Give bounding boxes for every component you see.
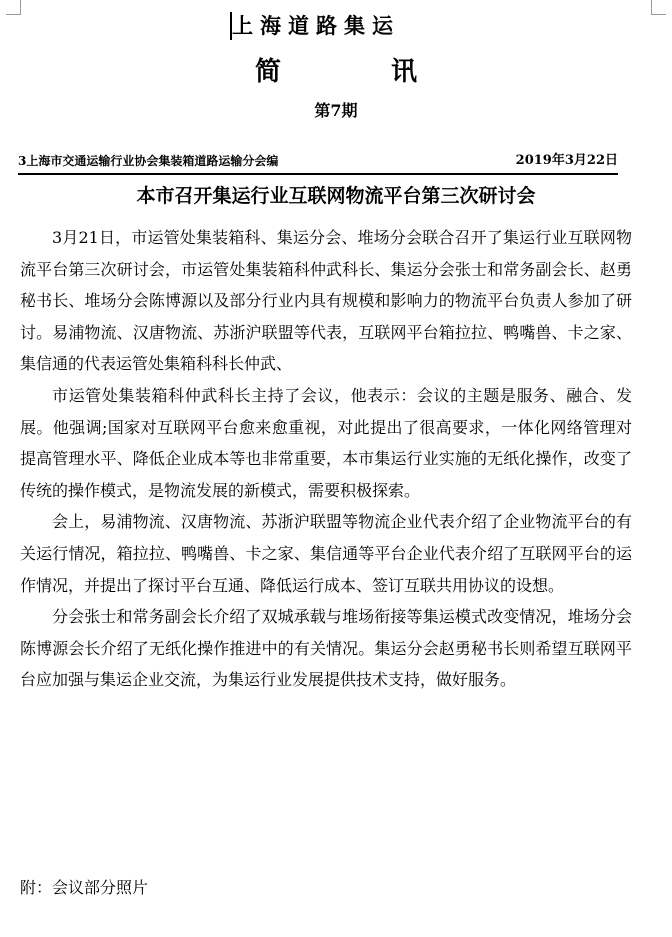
publication-date[interactable]: 2019年3月22日 bbox=[515, 153, 618, 168]
attachment-note[interactable]: 附：会议部分照片 bbox=[20, 878, 149, 897]
article-paragraph[interactable]: 分会张士和常务副会长介绍了双城承载与堆场衔接等集运模式改变情况，堆场分会陈博源会长介绍了无纸化操作推进中的有关情况。集运分会赵勇秘书长则希望互联网平台应加强与集运企业交流，为集运行业发展提供技术支持，做好服务。 bbox=[20, 607, 632, 690]
publication-name-left[interactable]: 简 bbox=[254, 57, 281, 87]
publisher-line[interactable]: 3上海市交通运输行业协会集装箱道路运输分会编 bbox=[18, 154, 279, 168]
masthead-organization[interactable]: 上海道路集运 bbox=[232, 13, 400, 38]
article-headline[interactable]: 本市召开集运行业互联网物流平台第三次研讨会 bbox=[136, 185, 536, 207]
page-corner-mark-right bbox=[651, 0, 666, 15]
header-divider bbox=[18, 173, 618, 175]
article-paragraph[interactable]: 会上，易浦物流、汉唐物流、苏浙沪联盟等物流企业代表介绍了企业物流平台的有关运行情况，箱拉拉、鸭嘴兽、卡之家、集信通等平台企业代表介绍了互联网平台的运作情况，并提出了探讨平台互通、降低运行成本、签订互联共用协议的设想。 bbox=[20, 512, 632, 595]
publication-meta bbox=[18, 151, 618, 173]
page-corner-mark-left bbox=[6, 0, 21, 15]
article-paragraph[interactable]: 3月21日，市运管处集装箱科、集运分会、堆场分会联合召开了集运行业互联网物流平台第三次研讨会，市运管处集装箱科仲武科长、集运分会张士和常务副会长、赵勇秘书长、堆场分会陈博源以及部分行业内具有规模和影响力的物流平台负责人参加了研讨。易浦物流、汉唐物流、苏浙沪联盟等代表，互联网平台箱拉拉、鸭嘴兽、卡之家、集信通的代表运管处集箱科科长仲武、 bbox=[20, 228, 632, 374]
publication-name-right[interactable]: 讯 bbox=[391, 57, 418, 87]
article-paragraph[interactable]: 市运管处集装箱科仲武科长主持了会议，他表示：会议的主题是服务、融合、发展。他强调;国家对互联网平台愈来愈重视，对此提出了很高要求，一体化网络管理对提高管理水平、降低企业成本等也非常重要，本市集运行业实施的无纸化操作，改变了传统的操作模式，是物流发展的新模式，需要积极探索。 bbox=[20, 385, 632, 500]
issue-number[interactable]: 第7期 bbox=[314, 101, 358, 120]
publication-name bbox=[0, 56, 672, 88]
article-body bbox=[20, 222, 632, 696]
